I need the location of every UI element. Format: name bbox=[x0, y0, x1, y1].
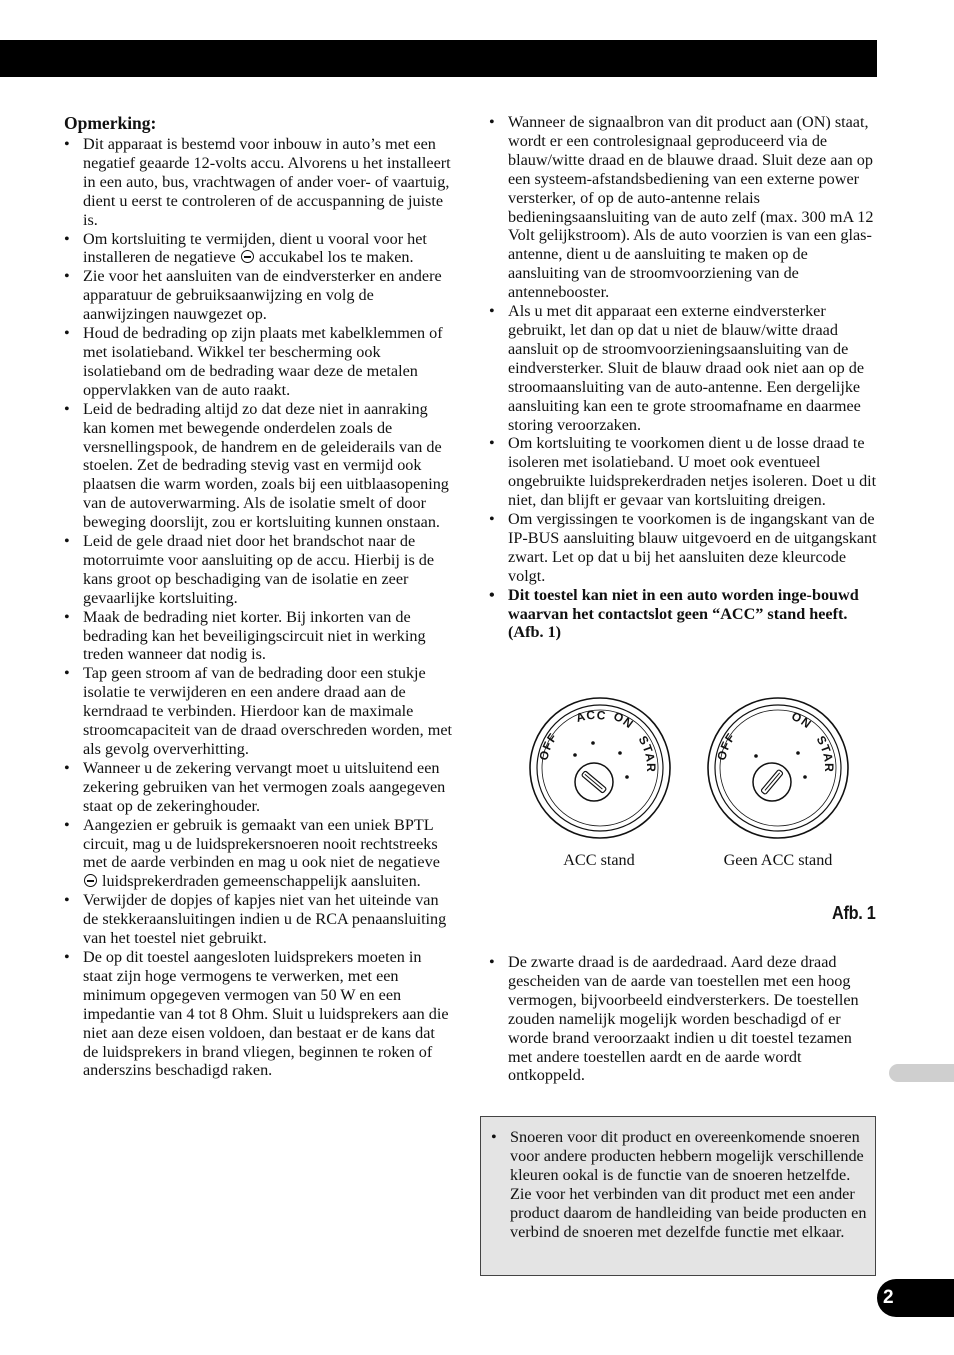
acc-warning-item: • Dit toestel kan niet in een auto worden inge-bouwd waarvan het contactslot geen “ACC” stand heeft. (Afb. 1) bbox=[489, 585, 859, 642]
list-item: • De op dit toestel aangesloten luidsprekers moeten in staat zijn hoge vermogens te verwerken, met een minimum opgegeven vermogen van 50 W en een impedantie van 4 tot 8 Ohm. Sluit u luidsprekers aan die niet aan deze eisen voldoen, dan bestaat er de kans dat de luidsprekers in brand vliegen, beginnen te roken of anderszins beschadigd raken. bbox=[64, 947, 449, 1080]
ignition-figure bbox=[520, 693, 860, 883]
svg-text:ON: ON bbox=[789, 708, 815, 732]
list-item: • Aangezien er gebruik is gemaakt van een uniek BPTL circuit, mag u de luidsprekersnoeren nooit rechtstreeks met de aarde verbinden en mag u ook niet de negatieve luidsprekerdraden gemeenschappelijk aansluiten. bbox=[64, 815, 440, 891]
side-tab bbox=[889, 1064, 954, 1082]
list-item: • Om kortsluiting te vermijden, dient u vooral voor het installeren de negatieve accukabel los te maken. bbox=[64, 229, 427, 267]
note-heading: Opmerking: bbox=[64, 113, 157, 133]
figure-label: Afb. 1 bbox=[832, 902, 876, 923]
list-item: • Zie voor het aansluiten van de eindversterker en andere apparatuur de gebruiksaanwijzing en volg de aanwijzingen nauwgezet op. bbox=[64, 267, 442, 324]
list-item: • Tap geen stroom af van de bedrading door een stukje isolatie te verwijderen en een andere draad aan de kerndraad te verbinden. Hierdoor kan de maximale stroomcapaciteit van de draad overschreden worden, met als gevolg oververhitting. bbox=[64, 664, 453, 758]
svg-text:START: STAR bbox=[635, 733, 659, 773]
list-item: • Om vergissingen te voorkomen is de ingangskant van de IP-BUS aansluiting blauw uitgevoerd en de uitgangskant zwart. Let op dat u bij het aansluiten deze kleurcode volgt. bbox=[489, 510, 877, 585]
svg-text:OFF: OFF bbox=[536, 730, 561, 762]
header-bar bbox=[0, 40, 877, 77]
svg-text:OFF: OFF bbox=[714, 730, 739, 762]
svg-text:ACC: ACC bbox=[574, 707, 608, 726]
negative-sign-icon bbox=[84, 874, 97, 887]
list-item: • Leid de bedrading altijd zo dat deze niet in aanraking kan komen met bewegende onderdelen zoals de versnellingspook, de handrem en de geleiderails van de stoelen. Zet de bedrading stevig vast en vermijd ook plaatsen die warm worden, zoals bij een uitblaasopening van de autoverwarming. Als de isolatie smelt of door beweging doorslijt, zou er kortsluiting kunnen onstaan. bbox=[64, 399, 449, 532]
list-item: • Verwijder de dopjes of kapjes niet van het uiteinde van de stekkeraansluitingen indien u de RCA penaansluiting van het toestel niet gebruikt. bbox=[64, 891, 447, 948]
list-item: • Om kortsluiting te voorkomen dient u de losse draad te isoleren met isolatieband. U moet ook eventueel ongebruikte luidsprekerdraden netjes isoleren. Doet u dit niet, dan blijft er gevaar van kortsluiting dreigen. bbox=[489, 434, 877, 510]
negative-sign-icon bbox=[241, 250, 254, 263]
svg-text:START: STAR bbox=[813, 733, 837, 773]
list-item: • Dit apparaat is bestemd voor inbouw in auto’s met een negatief geaarde 12-volts accu. Alvorens u het installeert in een auto, bus, vrachtwagen of ander voer- of vaartuig, dient u eerst te controleren of de accuspanning de juiste is. bbox=[64, 135, 451, 229]
left-bullet-list bbox=[64, 135, 454, 1080]
right-bullet-list bbox=[489, 113, 879, 642]
svg-text:ON: ON bbox=[611, 708, 637, 732]
left-column bbox=[64, 113, 454, 1080]
list-item: • Leid de gele draad niet door het brandschot naar de motorruimte voor aansluiting op de accu. Hierbij is de kans groot op beschadiging van de isolatie en zeer gevaarlijke kortsluiting. bbox=[64, 532, 435, 607]
no-acc-caption: Geen ACC stand bbox=[723, 851, 833, 869]
list-item: • Snoeren voor dit product en overeenkomende snoeren voor andere producten hebbern mogelijk verschillende kleuren ookal is de functie van de snoeren hetzelfde. Zie voor het verbinden van dit product met een ander product daarom de handleiding van beide producten en verbind de snoeren met dezelfde functie met elkaar. bbox=[491, 1128, 867, 1241]
list-item: • Houd de bedrading op zijn plaats met kabelklemmen of met isolatieband. Wikkel ter bescherming ook isolatieband om de bedrading waar deze de metalen oppervlakken van de auto raakt. bbox=[64, 324, 443, 399]
list-item: • Wanneer de signaalbron van dit product aan (ON) staat, wordt er een controlesignaal geproduceerd via de blauw/witte draad en de blauwe draad. Sluit deze aan op een systeem-afstandsbediening van een externe power versterker, of op de auto-antenne relais bedieningsaansluiting van de auto zelf (max. 300 mA 12 Volt gelijkstroom). Als de auto voorzien is van een glas-antenne, dient u de aansluiting te maken op de aansluiting van de stroomvoorziening van de antennebooster. bbox=[489, 113, 874, 302]
list-item: • Als u met dit apparaat een externe eindversterker gebruikt, let dan op dat u niet de blauw/witte draad aansluit op de stroomvoorzieningsaansluiting van de eindversterker. Sluit de blauw draad ook niet aan op de stroomaansluiting van de auto-antenne. Een dergelijke aansluiting kan een te grote stroomafname en daarmee storing veroorzaken. bbox=[489, 302, 865, 434]
acc-switch-icon bbox=[520, 693, 670, 838]
ignition-switch-diagram bbox=[520, 693, 860, 843]
page-number: 2 bbox=[877, 1279, 954, 1317]
list-item: • Wanneer u de zekering vervangt moet u uitsluitend een zekering gebruiken van het vermogen zoals aangegeven staat op de zekeringhouder. bbox=[64, 758, 446, 815]
acc-caption: ACC stand bbox=[563, 851, 635, 869]
right-column bbox=[489, 113, 879, 642]
list-item: • Maak de bedrading niet korter. Bij inkorten van de bedrading kan het beveiligingscircuit niet in werking treden wanneer dat nodig is. bbox=[64, 607, 426, 664]
ground-note bbox=[489, 953, 879, 1085]
list-item: • De zwarte draad is de aardedraad. Aard deze draad gescheiden van de aarde van toestellen met een hoog vermogen, bijvoorbeeld eindversterkers. De toestellen zouden namelijk mogelijk worden beschadigd of er worde brand veroorzaakt indien u dit toestel tezamen met andere toestellen aardt en de aarde wordt ontkoppeld. bbox=[489, 953, 859, 1085]
cable-color-note-box bbox=[480, 1116, 876, 1276]
